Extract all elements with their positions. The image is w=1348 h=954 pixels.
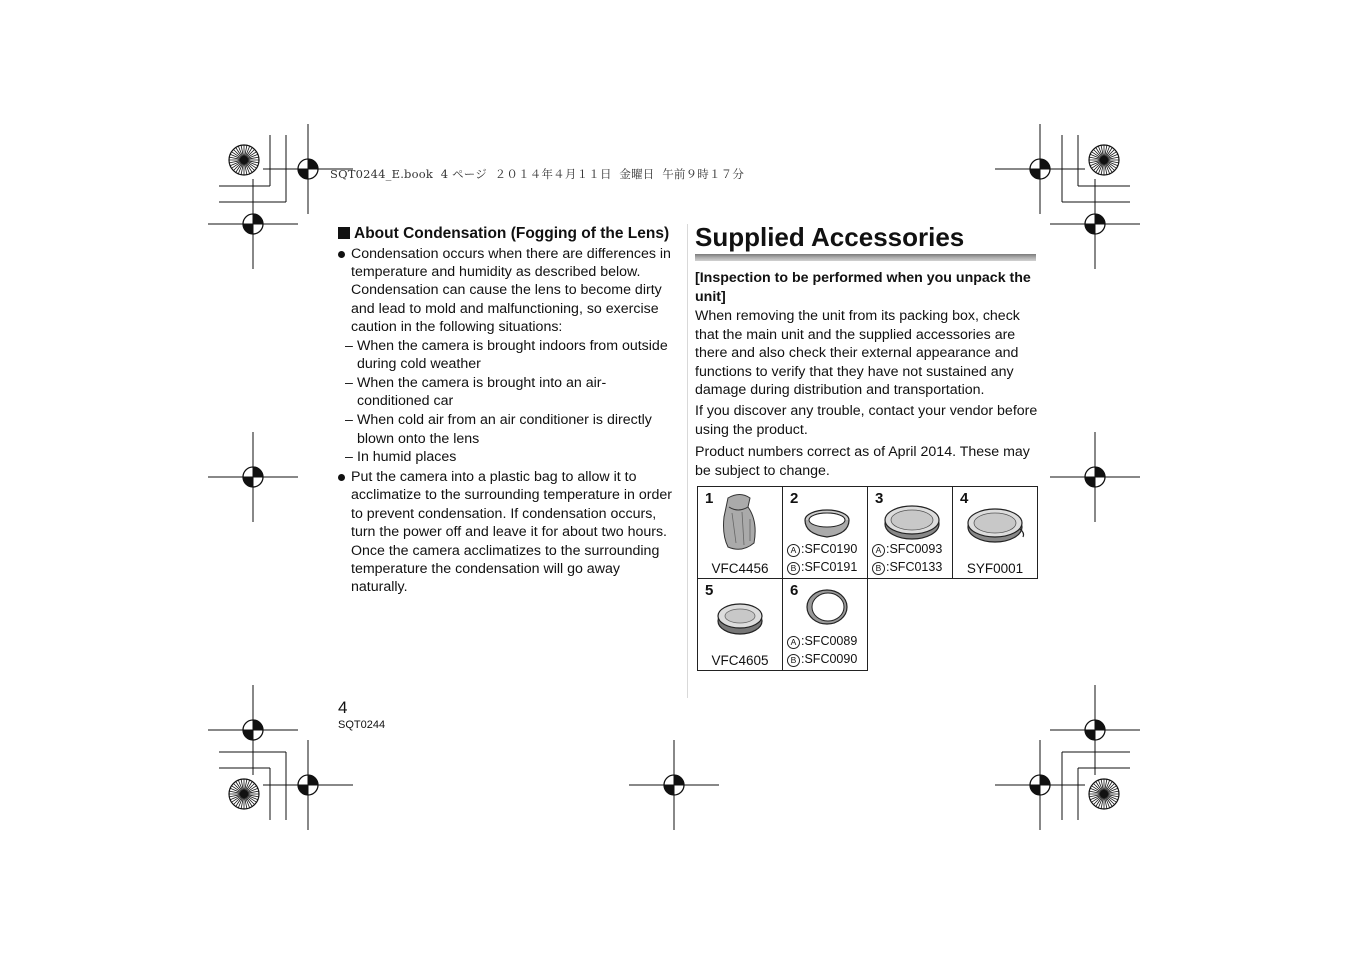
page-title: Supplied Accessories: [695, 222, 965, 252]
trouble-paragraph: If you discover any trouble, contact your vendor before using the product.: [695, 402, 1038, 438]
bullet-text: Put the camera into a plastic bag to allow it to acclimatize to the surrounding temperature in order to prevent condensation. If condensation occurs, turn the power off and leave it for about two hours. Once the camera acclimatizes to the surrounding temperature the condensation will go away naturally.: [351, 468, 672, 596]
empty-cell: [953, 579, 1038, 671]
bullet-item: [338, 245, 678, 337]
accessory-number: 4: [960, 490, 969, 507]
dash-item: – When cold air from an air conditioner is directly blown onto the lens: [345, 412, 652, 447]
condensation-heading-text: About Condensation (Fogging of the Lens): [354, 225, 670, 242]
accessory-cell: [783, 579, 868, 671]
dash-text: When cold air from an air conditioner is directly blown onto the lens: [357, 412, 652, 447]
accessory-cell: [698, 487, 783, 579]
page-number: 4: [338, 698, 348, 717]
part-codes: [872, 540, 942, 576]
dash-text: When the camera is brought indoors from outside during cold weather: [357, 337, 668, 372]
accessories-section: [695, 222, 1040, 480]
accessory-cell: [783, 487, 868, 579]
accessory-cell: [868, 487, 953, 579]
part-number: VFC4605: [711, 653, 769, 668]
square-bullet-icon: [338, 227, 350, 239]
variant-b-marker: B: [787, 562, 800, 575]
bullet-dot-icon: [338, 474, 345, 481]
part-number: VFC4456: [711, 561, 769, 576]
variant-a-marker: A: [787, 544, 800, 557]
accessories-table: [697, 486, 1038, 671]
column-divider: [687, 224, 688, 698]
code-a: :SFC0093: [886, 542, 943, 556]
bullet-text: Condensation occurs when there are differences in temperature and humidity as described below. Condensation can cause the lens to become dirty and lead to mold and malfunctioning, so exercise caution in the following situations:: [351, 245, 671, 336]
inspection-paragraph: When removing the unit from its packing box, check that the main unit and the supplied accessories are there and also check their external appearance and functions to verify that they have not sustained any damage during distribution and transportation.: [695, 308, 1020, 399]
product-numbers-note: Product numbers correct as of April 2014. These may be subject to change.: [695, 444, 1030, 479]
inspection-heading: [Inspection to be performed when you unpack the unit]: [695, 270, 1031, 305]
variant-a-marker: A: [872, 544, 885, 557]
variant-a-marker: A: [787, 636, 800, 649]
accessory-number: 2: [790, 490, 799, 507]
dash-item: – When the camera is brought indoors from outside during cold weather: [345, 337, 668, 372]
code-a: :SFC0190: [801, 542, 858, 556]
book-header-line: SQT0244_E.book 4 ページ ２０１４年４月１１日 金曜日 午前９時１７分: [330, 167, 745, 181]
dash-text: When the camera is brought into an air-conditioned car: [357, 374, 607, 410]
code-a: :SFC0089: [801, 634, 858, 648]
code-b: :SFC0133: [886, 560, 943, 574]
part-codes: [787, 540, 857, 576]
title-rule: [695, 254, 1036, 261]
empty-cell: [868, 579, 953, 671]
variant-b-marker: B: [787, 654, 800, 667]
bullet-dot-icon: [338, 251, 345, 258]
dash-item: – When the camera is brought into an air-conditioned car: [345, 374, 607, 410]
accessory-cell: [698, 579, 783, 671]
part-number: SYF0001: [966, 561, 1024, 576]
condensation-heading: [338, 224, 678, 244]
code-b: :SFC0090: [801, 652, 858, 666]
condensation-section: [338, 224, 678, 597]
dash-text: In humid places: [357, 449, 457, 466]
code-b: :SFC0191: [801, 560, 858, 574]
document-code: SQT0244: [338, 719, 386, 731]
accessory-number: 3: [875, 490, 884, 507]
accessory-cell: [953, 487, 1038, 579]
variant-b-marker: B: [872, 562, 885, 575]
accessory-number: 5: [705, 582, 714, 599]
dash-item: – In humid places: [345, 449, 457, 466]
accessory-number: 1: [705, 490, 714, 507]
bullet-item: [338, 468, 678, 597]
accessory-number: 6: [790, 582, 799, 599]
part-codes: [787, 632, 857, 668]
